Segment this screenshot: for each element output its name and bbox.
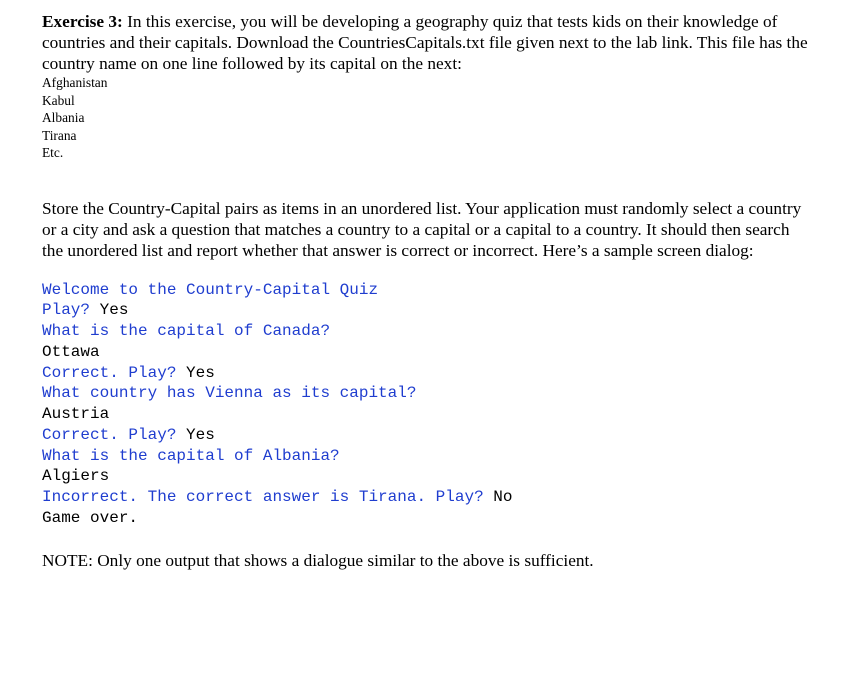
file-sample-line: Tirana xyxy=(42,127,77,143)
dialog-answer: No xyxy=(483,488,513,506)
file-sample-line: Etc. xyxy=(42,145,64,160)
sample-dialog xyxy=(42,280,812,529)
spacer xyxy=(42,162,812,198)
file-sample-line: Afghanistan xyxy=(42,75,108,90)
dialog-answer: Game over. xyxy=(42,508,139,527)
dialog-line xyxy=(42,466,812,487)
spacer xyxy=(42,529,812,550)
dialog-line xyxy=(42,487,812,508)
dialog-answer: Algiers xyxy=(42,467,110,486)
dialog-line xyxy=(42,300,812,321)
dialog-answer: Ottawa xyxy=(42,342,100,361)
exercise-paragraph xyxy=(42,11,812,74)
dialog-answer: Austria xyxy=(42,405,110,423)
dialog-line xyxy=(42,321,812,342)
file-sample-line: Albania xyxy=(42,110,85,125)
instructions-paragraph: Store the Country-Capital pairs as items in an unordered list. Your application must randomly select a country or a city and ask a question that matches a country to a capital or a capital to a country. It should then search the unordered list and report whether that answer is correct or incorrect. Here’s a sample screen dialog: xyxy=(42,198,802,260)
dialog-line xyxy=(42,342,812,363)
file-sample-line: Kabul xyxy=(42,92,75,108)
dialog-answer: Yes xyxy=(90,301,129,320)
note-paragraph: NOTE: Only one output that shows a dialogue similar to the above is sufficient. xyxy=(42,550,594,570)
dialog-line xyxy=(42,446,812,467)
file-sample-list xyxy=(42,74,812,162)
dialog-prompt: Welcome to the Country-Capital Quiz xyxy=(42,280,379,299)
dialog-answer: Yes xyxy=(176,425,215,444)
spacer xyxy=(42,261,812,280)
dialog-line xyxy=(42,383,812,404)
dialog-prompt: What is the capital of Albania? xyxy=(42,446,340,465)
document-body xyxy=(42,11,812,571)
dialog-line xyxy=(42,363,812,384)
dialog-line xyxy=(42,508,812,529)
dialog-prompt: Play? xyxy=(42,301,91,320)
dialog-prompt: What country has Vienna as its capital? xyxy=(42,384,417,403)
dialog-line xyxy=(42,425,812,446)
exercise-label: Exercise 3: xyxy=(42,12,123,31)
exercise-intro: In this exercise, you will be developing a geography quiz that tests kids on their knowledge of countries and their capitals. Download the CountriesCapitals.txt file given next to the lab link. This file has the country name on one line followed by its capital on the next: xyxy=(42,12,808,73)
dialog-line xyxy=(42,280,812,301)
dialog-prompt: Correct. Play? xyxy=(42,363,177,382)
dialog-line xyxy=(42,404,812,425)
dialog-answer: Yes xyxy=(176,363,215,382)
dialog-prompt: What is the capital of Canada? xyxy=(42,322,331,340)
dialog-prompt: Correct. Play? xyxy=(42,425,177,444)
dialog-prompt: Incorrect. The correct answer is Tirana. Play? xyxy=(42,488,484,506)
